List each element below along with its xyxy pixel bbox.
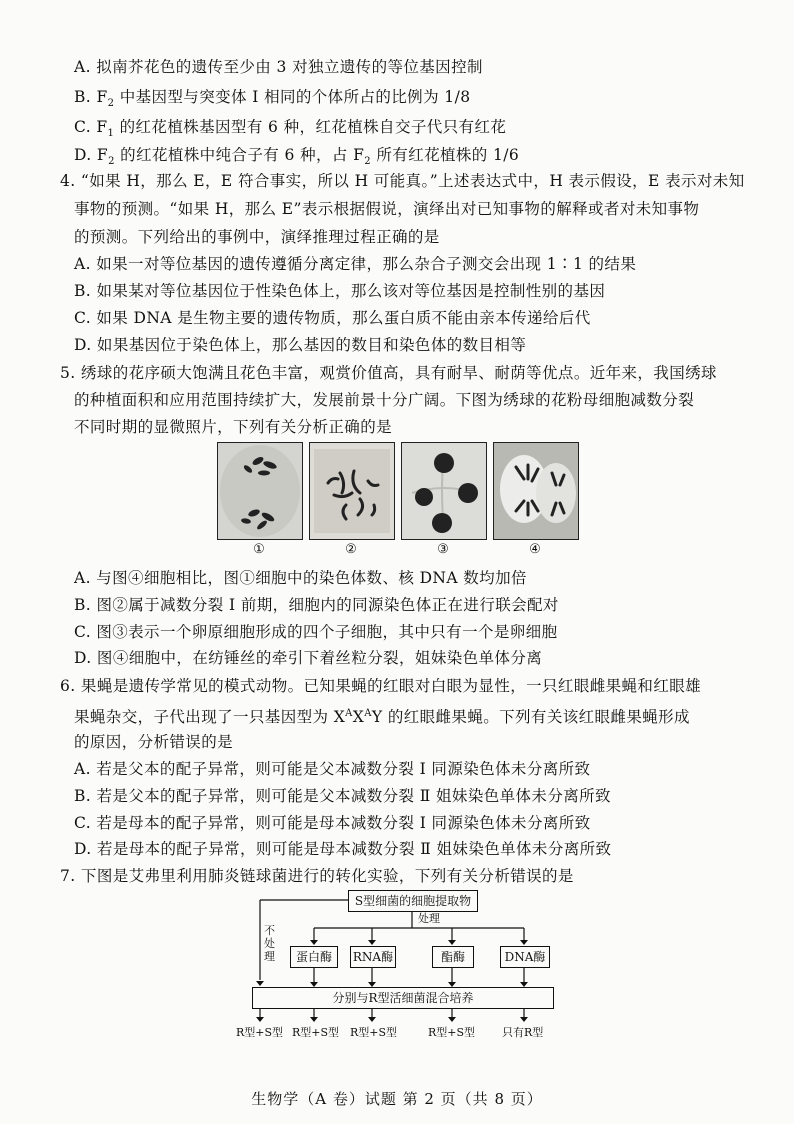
micrograph-panel bbox=[217, 442, 577, 560]
q4-stem-2: 事物的预测。“如果 H，那么 E”表示根据假说，演绎出对已知事物的解释或者对未知事物 bbox=[74, 200, 700, 218]
q4-option-a: A. 如果一对等位基因的遗传遵循分离定律，那么杂合子测交会出现 1∶1 的结果 bbox=[74, 255, 637, 273]
q5-stem-3: 不同时期的显微照片，下列有关分析正确的是 bbox=[74, 418, 393, 436]
micrograph-label-4: ④ bbox=[529, 542, 541, 557]
q3-option-d: D. $F_2$ 的红花植株中纯合子有 6 种，占 $F_2$ 所有红花植株的 1/6 bbox=[74, 146, 520, 168]
result-4: R型+S型 bbox=[428, 1026, 476, 1039]
q6-option-b: B. 若是父本的配子异常，则可能是父本减数分裂 Ⅱ 姐妹染色单体未分离所致 bbox=[74, 787, 611, 805]
micrograph-label-2: ② bbox=[345, 542, 357, 557]
page-footer: 生物学（A 卷）试题 第 2 页（共 8 页） bbox=[251, 1090, 543, 1108]
avery-experiment-diagram bbox=[222, 888, 582, 1038]
q3-option-a: A. 拟南芥花色的遗传至少由 3 对独立遗传的等位基因控制 bbox=[74, 58, 483, 76]
micrograph-3 bbox=[401, 442, 487, 540]
result-3: R型+S型 bbox=[350, 1026, 398, 1039]
q5-stem-1: 5. 绣球的花序硕大饱满且花色丰富，观赏价值高，具有耐旱、耐荫等优点。近年来，我国绣球 bbox=[60, 364, 717, 382]
micrograph-label-1: ① bbox=[253, 542, 265, 557]
result-5: 只有R型 bbox=[502, 1026, 544, 1039]
micrograph-2 bbox=[309, 442, 395, 540]
micrograph-4 bbox=[493, 442, 579, 540]
micrograph-label-3: ③ bbox=[437, 542, 449, 557]
micrograph-1 bbox=[217, 442, 303, 540]
q5-option-b: B. 图②属于减数分裂 Ⅰ 前期，细胞内的同源染色体正在进行联会配对 bbox=[74, 596, 559, 614]
mix-culture-box: 分别与R型活细菌混合培养 bbox=[252, 987, 554, 1009]
process-label: 处理 bbox=[418, 912, 440, 925]
q7-stem: 7. 下图是艾弗里利用肺炎链球菌进行的转化实验，下列有关分析错误的是 bbox=[60, 867, 574, 885]
q6-stem-2: 果蝇杂交，子代出现了一只基因型为 $X^AX^AY$ 的红眼雌果蝇。下列有关该红眼雌果蝇形成 bbox=[74, 708, 690, 727]
q6-option-d: D. 若是母本的配子异常，则可能是母本减数分裂 Ⅱ 姐妹染色单体未分离所致 bbox=[74, 840, 612, 858]
q4-option-b: B. 如果某对等位基因位于性染色体上，那么该对等位基因是控制性别的基因 bbox=[74, 282, 606, 300]
q3-option-c: C. $F_1$ 的红花植株基因型有 6 种，红花植株自交子代只有红花 bbox=[74, 118, 507, 140]
q6-option-c: C. 若是母本的配子异常，则可能是母本减数分裂 Ⅰ 同源染色体未分离所致 bbox=[74, 814, 591, 832]
q5-option-c: C. 图③表示一个卵原细胞形成的四个子细胞，其中只有一个是卵细胞 bbox=[74, 623, 558, 641]
q4-option-d: D. 如果基因位于染色体上，那么基因的数目和染色体的数目相等 bbox=[74, 336, 527, 354]
no-process-label: 不 处 理 bbox=[264, 924, 275, 963]
enzyme-dnase: DNA酶 bbox=[500, 946, 550, 968]
q5-option-a: A. 与图④细胞相比，图①细胞中的染色体数、核 DNA 数均加倍 bbox=[74, 569, 527, 587]
q4-option-c: C. 如果 DNA 是生物主要的遗传物质，那么蛋白质不能由亲本传递给后代 bbox=[74, 309, 591, 327]
enzyme-protease: 蛋白酶 bbox=[290, 946, 338, 968]
q4-stem-1: 4. “如果 H，那么 E，E 符合事实，所以 H 可能真。”上述表达式中，H 表示假设，E 表示对未知 bbox=[60, 172, 745, 190]
enzyme-rnase: RNA酶 bbox=[350, 946, 396, 968]
q5-option-d: D. 图④细胞中，在纺锤丝的牵引下着丝粒分裂，姐妹染色单体分离 bbox=[74, 649, 543, 667]
q6-stem-1: 6. 果蝇是遗传学常见的模式动物。已知果蝇的红眼对白眼为显性，一只红眼雌果蝇和红眼雄 bbox=[60, 677, 702, 695]
q3-option-b: B. $F_2$ 中基因型与突变体 Ⅰ 相同的个体所占的比例为 1/8 bbox=[74, 88, 471, 110]
q4-stem-3: 的预测。下列给出的事例中，演绎推理过程正确的是 bbox=[74, 228, 440, 246]
s-extract-box: S型细菌的细胞提取物 bbox=[348, 890, 478, 912]
q6-option-a: A. 若是父本的配子异常，则可能是父本减数分裂 Ⅰ 同源染色体未分离所致 bbox=[74, 760, 591, 778]
result-1: R型+S型 bbox=[236, 1026, 284, 1039]
q5-stem-2: 的种植面积和应用范围持续扩大，发展前景十分广阔。下图为绣球的花粉母细胞减数分裂 bbox=[74, 391, 695, 409]
q6-stem-3: 的原因，分析错误的是 bbox=[74, 733, 234, 751]
enzyme-esterase: 酯酶 bbox=[432, 946, 474, 968]
result-2: R型+S型 bbox=[292, 1026, 340, 1039]
